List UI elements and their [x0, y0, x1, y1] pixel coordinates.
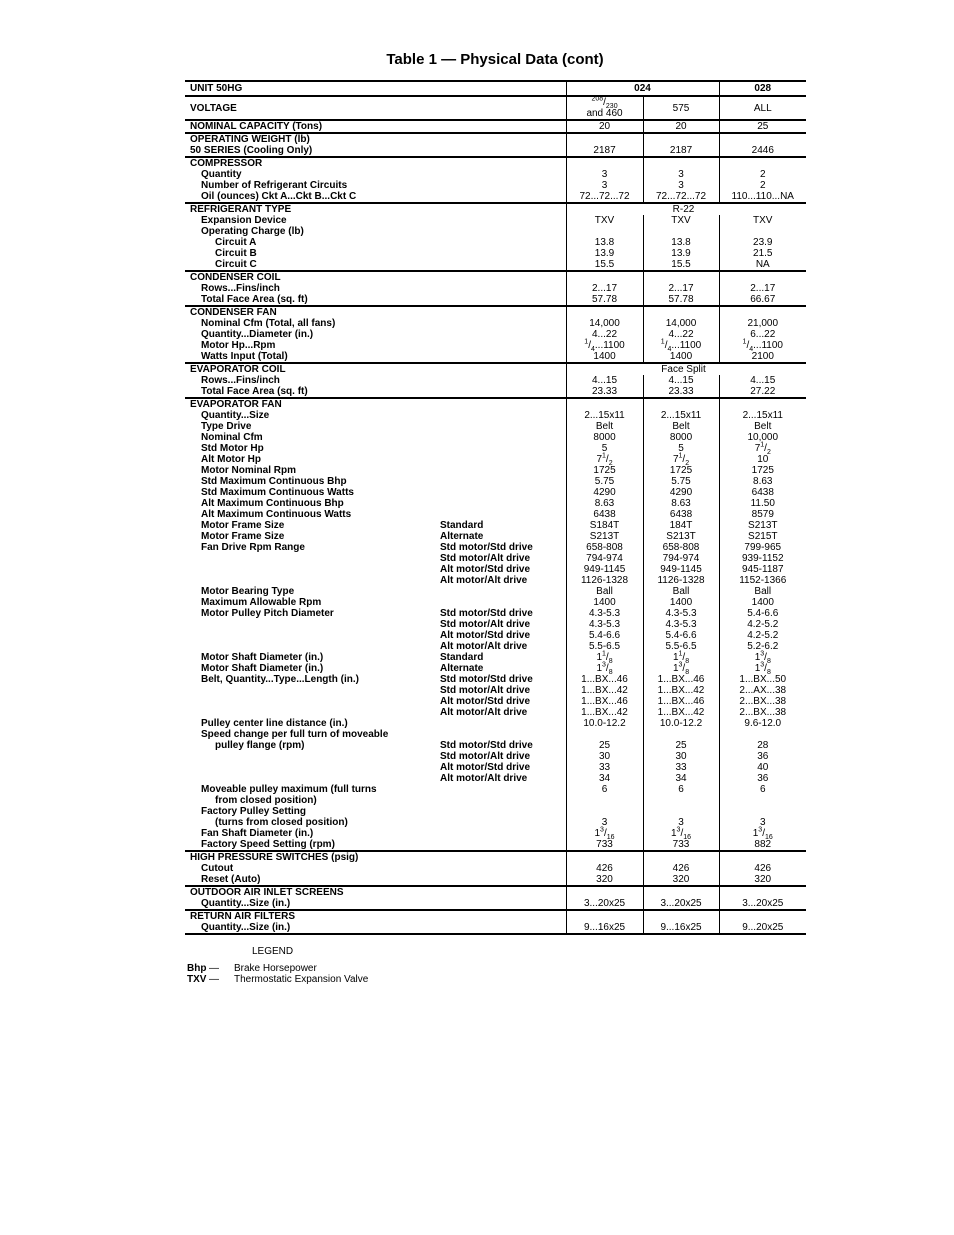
legend-key: TXV	[187, 974, 207, 985]
table-section-row	[185, 271, 806, 306]
section-labels: REFRIGERANT TYPE Expansion Device Operating Charge (lb) Circuit A Circuit B Circuit C	[185, 203, 440, 271]
table-section-row	[185, 203, 806, 271]
value-column-2: 2 2 110...110...NA	[719, 157, 806, 203]
value-column-2: 2446	[719, 133, 806, 157]
section-label: NOMINAL CAPACITY (Tons)	[185, 120, 566, 133]
section-labels: EVAPORATOR COIL Rows...Fins/inch Total Face Area (sq. ft)	[185, 363, 440, 398]
value-column-1: 2187	[643, 133, 719, 157]
table-section-row	[185, 96, 806, 120]
value-cell: 25	[719, 120, 806, 133]
value-cell: ALL	[719, 96, 806, 120]
value-column-1: R-22 TXV 13.8 13.9 15.5	[643, 203, 719, 271]
value-column-2: TXV 23.9 21.5 NA	[719, 203, 806, 271]
value-column-0: 14,000 4...22 $^1/_4...1100$ 1400	[566, 306, 643, 363]
value-column-0: 3...20x25	[566, 886, 643, 910]
value-column-2: 2...15x11 Belt 10,000 $7^1/_2$ 10 1725 8.63 6438 11.50 8579 S213T S215T 799-965 939-1152 945-1187 1152-1366 Ball 1400 5.4-6.6 4.2-5.2 4.2-5.2 5.2-6.2 $1^3/_8$ $1^3/_8$ 1...BX...50 2...AX...38 2...BX...38 2...BX...38 9.6-12.0 28 36 40 36 6 3 $1^3/_{16}$ 882	[719, 398, 806, 851]
section-sublabels	[440, 851, 566, 886]
physical-data-table	[185, 80, 806, 935]
value-column-2: 4...15 27.22	[719, 363, 806, 398]
legend-dash: —	[209, 963, 219, 974]
unit-header-label: UNIT 50HG	[185, 81, 566, 96]
value-column-1: 3...20x25	[643, 886, 719, 910]
section-labels: OPERATING WEIGHT (lb) 50 SERIES (Cooling Only)	[185, 133, 440, 157]
table-section-row	[185, 910, 806, 934]
table-section-row	[185, 306, 806, 363]
spanning-value: Face Split	[604, 364, 764, 375]
value-column-2: 3...20x25	[719, 886, 806, 910]
section-labels: CONDENSER COIL Rows...Fins/inch Total Face Area (sq. ft)	[185, 271, 440, 306]
table-title: Table 1 — Physical Data (cont)	[386, 51, 604, 68]
physical-data-table-container	[185, 80, 806, 935]
legend-items	[187, 963, 368, 985]
value-column-1: 14,000 4...22 $^1/_4...1100$ 1400	[643, 306, 719, 363]
section-labels: CONDENSER FAN Nominal Cfm (Total, all fans) Quantity...Diameter (in.) Motor Hp...Rpm Watts Input (Total)	[185, 306, 440, 363]
value-column-0: 2...15x11 Belt 8000 5 $7^1/_2$ 1725 5.75 4290 8.63 6438 S184T S213T 658-808 794-974 949-1145 1126-1328 Ball 1400 4.3-5.3 4.3-5.3 5.4-6.6 5.5-6.5 $1^1/_8$ $1^3/_8$ 1...BX...46 1...BX...42 1...BX...46 1...BX...42 10.0-12.2 25 30 33 34 6 3 $1^3/_{16}$ 733	[566, 398, 643, 851]
table-section-row	[185, 398, 806, 851]
section-sublabels	[440, 306, 566, 363]
table-section-row	[185, 363, 806, 398]
value-cell: 575	[643, 96, 719, 120]
value-column-1: 426 320	[643, 851, 719, 886]
unit-024-header: 024	[566, 81, 719, 96]
value-column-0: 426 320	[566, 851, 643, 886]
table-header-row	[185, 81, 806, 96]
value-column-2: 426 320	[719, 851, 806, 886]
legend-title: LEGEND	[252, 946, 294, 957]
value-column-0: 4...15 23.33	[566, 363, 643, 398]
value-column-0: 2187	[566, 133, 643, 157]
legend	[187, 946, 368, 985]
value-cell: 20	[566, 120, 643, 133]
value-column-1: 2...17 57.78	[643, 271, 719, 306]
table-section-row	[185, 851, 806, 886]
value-column-1: 9...16x25	[643, 910, 719, 934]
value-cell: 20	[643, 120, 719, 133]
table-body	[185, 81, 806, 934]
section-labels: EVAPORATOR FAN Quantity...Size Type Drive Nominal Cfm Std Motor Hp Alt Motor Hp Motor Nominal Rpm Std Maximum Continuous Bhp Std Maximum Continuous Watts Alt Maximum Continuous Bhp Alt Maximum Continuous Watts Motor Frame Size Motor Frame Size Fan Drive Rpm Range Motor Bearing Type Maximum Allowable Rpm Motor Pulley Pitch Diameter Motor Shaft Diameter (in.) Motor Shaft Diameter (in.) Belt, Quantity...Type...Length (in.) Pulley center line distance (in.) Speed change per full turn of moveable pulley flange (rpm) Moveable pulley maximum (full turns from closed position) Factory Pulley Setting (turns from closed position) Fan Shaft Diameter (in.) Factory Speed Setting (rpm)	[185, 398, 440, 851]
value-column-0: TXV 13.8 13.9 15.5	[566, 203, 643, 271]
legend-dash: —	[209, 974, 219, 985]
legend-item	[187, 963, 368, 974]
section-labels: RETURN AIR FILTERS Quantity...Size (in.)	[185, 910, 440, 934]
value-column-2: 9...20x25	[719, 910, 806, 934]
table-section-row	[185, 120, 806, 133]
table-section-row	[185, 133, 806, 157]
section-sublabels	[440, 910, 566, 934]
section-sublabels	[440, 271, 566, 306]
legend-text: Thermostatic Expansion Valve	[234, 974, 369, 985]
section-labels: HIGH PRESSURE SWITCHES (psig) Cutout Reset (Auto)	[185, 851, 440, 886]
section-sublabels	[440, 886, 566, 910]
legend-key: Bhp	[187, 963, 207, 974]
section-sublabels	[440, 157, 566, 203]
unit-028-header: 028	[719, 81, 806, 96]
section-label: VOLTAGE	[185, 96, 566, 120]
value-column-0: 9...16x25	[566, 910, 643, 934]
value-column-1: 3 3 72...72...72	[643, 157, 719, 203]
section-sublabels: Standard Alternate Std motor/Std drive Std motor/Alt drive Alt motor/Std drive Alt motor/Alt drive Std motor/Std drive Std motor/Alt drive Alt motor/Std drive Alt motor/Alt drive Standard Alternate Std motor/Std drive Std motor/Alt drive Alt motor/Std drive Alt motor/Alt drive Std motor/Std drive Std motor/Alt drive Alt motor/Std drive Alt motor/Alt drive	[440, 398, 566, 851]
value-column-0: 3 3 72...72...72	[566, 157, 643, 203]
section-sublabels	[440, 133, 566, 157]
table-section-row	[185, 886, 806, 910]
value-column-2: 21,000 6...22 $^1/_4...1100$ 2100	[719, 306, 806, 363]
value-column-1: Face Split 4...15 23.33	[643, 363, 719, 398]
section-labels: OUTDOOR AIR INLET SCREENS Quantity...Size (in.)	[185, 886, 440, 910]
spanning-value: R-22	[604, 204, 764, 215]
section-sublabels	[440, 363, 566, 398]
legend-item	[187, 974, 368, 985]
legend-text: Brake Horsepower	[234, 963, 317, 974]
value-column-0: 2...17 57.78	[566, 271, 643, 306]
table-section-row	[185, 157, 806, 203]
value-column-1: 2...15x11 Belt 8000 5 $7^1/_2$ 1725 5.75 4290 8.63 6438 184T S213T 658-808 794-974 949-1145 1126-1328 Ball 1400 4.3-5.3 4.3-5.3 5.4-6.6 5.5-6.5 $1^1/_8$ $1^3/_8$ 1...BX...46 1...BX...42 1...BX...46 1...BX...42 10.0-12.2 25 30 33 34 6 3 $1^3/_{16}$ 733	[643, 398, 719, 851]
section-labels: COMPRESSOR Quantity Number of Refrigerant Circuits Oil (ounces) Ckt A...Ckt B...Ckt C	[185, 157, 440, 203]
section-sublabels	[440, 203, 566, 271]
value-cell: $^{208}/_{230}$ and 460	[566, 96, 643, 120]
value-column-2: 2...17 66.67	[719, 271, 806, 306]
